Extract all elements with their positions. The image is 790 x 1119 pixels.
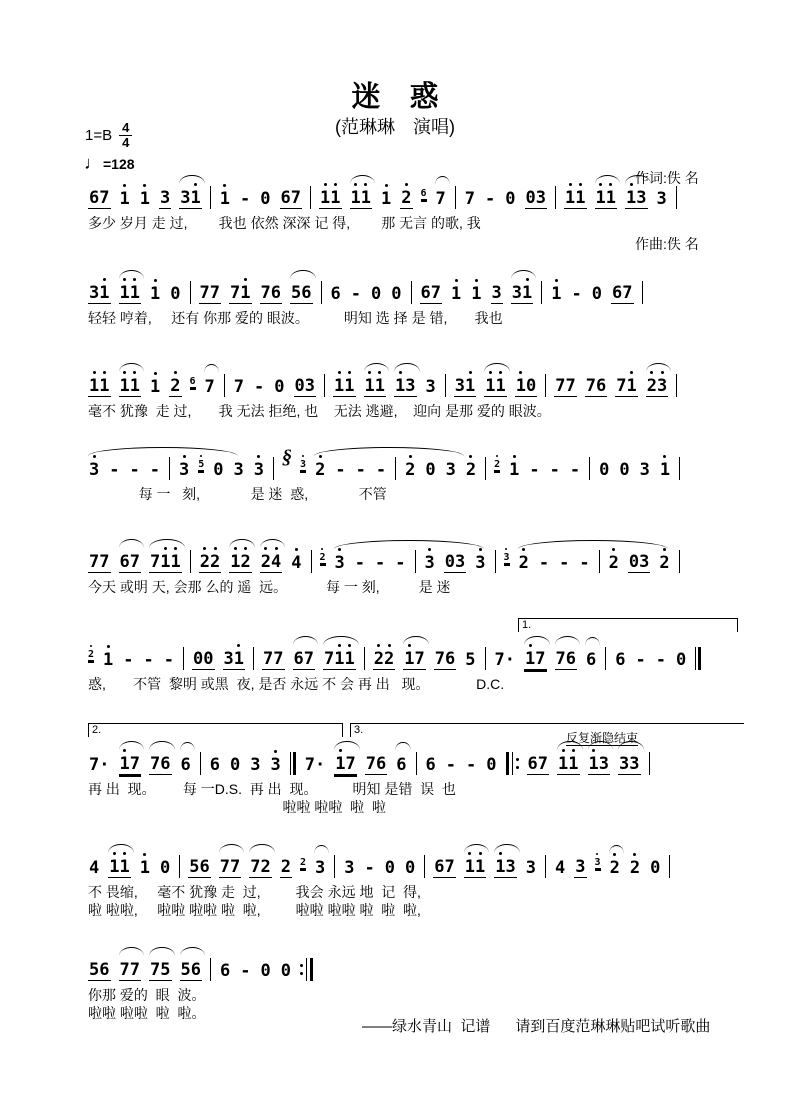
- note-group: 0: [160, 858, 171, 878]
- system-9: [88, 957, 743, 1022]
- segno-icon: §: [282, 446, 293, 468]
- note-group: 3: [250, 755, 261, 775]
- note-group: -: [163, 650, 175, 670]
- note-group: 1: [219, 189, 230, 209]
- lyrics-row: 再 出 现。 每 一D.S. 再 出 现。 明知 是错 误 也: [88, 781, 456, 797]
- note-group: 1 0: [515, 376, 537, 396]
- note-group: 6: [420, 188, 427, 199]
- note-group: 6 7: [612, 283, 633, 303]
- lyrics-row: 轻轻 哼着, 还有 你那 爱的 眼波。 明知 选 择 是 错, 我也: [88, 310, 503, 326]
- note-group: -: [579, 553, 590, 573]
- note-group: 7 6: [365, 754, 387, 774]
- note-group: 6: [615, 650, 626, 670]
- note-group: 7: [464, 189, 476, 209]
- barline: [321, 281, 322, 304]
- note-group: 6: [220, 961, 231, 981]
- note-group: 0 3: [444, 552, 466, 572]
- barline: [395, 457, 396, 480]
- volta-1-label: 1.: [522, 619, 532, 631]
- note-group: 1 7: [525, 649, 546, 669]
- note-group: 3: [179, 460, 190, 480]
- note-group: 6: [209, 755, 220, 775]
- note-group: 0: [213, 460, 224, 480]
- note-group: 1 1: [595, 188, 617, 208]
- note-group: 3: [300, 459, 307, 470]
- note-group: -: [364, 858, 375, 878]
- note-group: 3: [503, 552, 510, 563]
- note-group: 0: [405, 858, 416, 878]
- note-group: 2: [608, 553, 619, 573]
- note-group: 3: [334, 553, 345, 573]
- note-group: 7 5: [150, 960, 171, 980]
- note-group: 2: [300, 857, 307, 868]
- lyrics-row: 多少 岁月 走 过, 我也 依然 深深 记 得, 那 无言 的歌, 我: [88, 215, 481, 231]
- system-1: [88, 185, 743, 232]
- note-group: 7 7: [263, 649, 284, 669]
- note-group: 2: [659, 553, 670, 573]
- note-group: 7 6: [150, 754, 171, 774]
- note-group: 7 7: [89, 552, 110, 572]
- note-group: 1 1: [464, 857, 486, 877]
- note-group: 0: [170, 284, 181, 304]
- note-group: 4: [89, 858, 100, 878]
- note-group: 1: [103, 650, 114, 670]
- notes-row: [88, 280, 743, 304]
- note-group: 7 1 1: [324, 649, 355, 669]
- repeat-begin-sign: [506, 752, 519, 775]
- note-group: -: [635, 650, 646, 670]
- note-group: 0: [371, 284, 382, 304]
- barline: [415, 550, 416, 573]
- note-group: 1 7: [119, 754, 140, 774]
- note-group: 3: [315, 858, 326, 878]
- note-group: 1 1: [350, 188, 371, 208]
- note-group: 1: [381, 189, 392, 209]
- barline: [642, 281, 643, 304]
- note-group: 1 1: [119, 283, 140, 303]
- note-group: 5: [198, 459, 205, 470]
- note-group: -: [143, 650, 154, 670]
- note-group: -: [485, 189, 496, 209]
- note-group: -: [549, 460, 560, 480]
- note-group: 3: [253, 460, 265, 480]
- note-group: 3 1: [223, 649, 245, 669]
- lyrics-row: 不 畏缩, 毫不 犹豫 走 过, 我会 永远 地 记 得,: [88, 884, 421, 900]
- note-group: 1 1: [334, 376, 355, 396]
- note-group: 3: [344, 858, 355, 878]
- barline: [224, 374, 225, 397]
- lyrics-row-2: 啦啦 啦啦 啦 啦: [88, 799, 386, 815]
- note-group: 3: [425, 377, 436, 397]
- note-group: 1 7: [335, 754, 356, 774]
- note-group: 0 3: [294, 376, 316, 396]
- key-label: 1=B: [85, 127, 113, 145]
- note-group: 3 1: [454, 376, 476, 396]
- note-group: 3 1: [511, 283, 533, 303]
- system-5: [88, 549, 743, 596]
- note-group: 5 6: [89, 960, 110, 980]
- barline: [545, 374, 546, 397]
- lyrics-row-2: 啦啦 啦啦 啦 啦。: [88, 1005, 206, 1021]
- note-group: 3: [639, 460, 650, 480]
- note-group: -: [559, 553, 570, 573]
- note-group: 7: [435, 189, 446, 209]
- barline: [545, 855, 546, 878]
- note-group: 3: [491, 283, 502, 303]
- note-group: 7 2: [250, 857, 271, 877]
- barline: [190, 550, 191, 573]
- note-group: 0: [591, 284, 602, 304]
- note-group: 4: [291, 553, 302, 573]
- note-group: 3: [160, 188, 171, 208]
- note-group: 1: [551, 284, 562, 304]
- note-group: 4: [555, 858, 566, 878]
- system-6: [88, 619, 743, 693]
- note-group: -: [129, 460, 140, 480]
- note-group: 0: [260, 961, 271, 981]
- system-3: [88, 373, 743, 420]
- note-group: -: [149, 460, 160, 480]
- note-group: 6: [586, 650, 597, 670]
- note-group: 0: [260, 189, 271, 209]
- system-4: [88, 446, 743, 503]
- repeat-end-sign: [300, 958, 313, 981]
- note-group: 7 7: [119, 960, 140, 980]
- barline: [445, 374, 446, 397]
- note-group: 6 7: [434, 857, 455, 877]
- volta-2-label: 2.: [92, 724, 102, 736]
- meter-denominator: 4: [122, 135, 130, 151]
- note-group: 2 2: [373, 649, 395, 669]
- notes-row: [88, 854, 743, 878]
- note-group: 1: [471, 284, 482, 304]
- note-group: 2: [465, 460, 477, 480]
- notes-row: [88, 373, 743, 397]
- barline: [485, 647, 486, 670]
- note-group: 1 1: [320, 188, 341, 208]
- note-group: -: [354, 553, 366, 573]
- note-group: 1: [119, 189, 130, 209]
- note-group: 3 1: [89, 283, 110, 303]
- note-group: 7: [204, 377, 215, 397]
- notes-row: [88, 751, 743, 775]
- note-group: 3: [445, 460, 456, 480]
- note-group: 1: [150, 377, 161, 397]
- note-group: 7 7: [199, 283, 220, 303]
- note-group: 7 1: [616, 376, 637, 396]
- note-group: -: [466, 755, 477, 775]
- barline: [253, 647, 254, 670]
- final-barline: [695, 647, 701, 670]
- quarter-note-icon: ♩: [84, 153, 102, 173]
- barline: [555, 186, 556, 209]
- barline: [455, 186, 456, 209]
- note-group: 1 3: [395, 376, 416, 396]
- note-group: 2: [405, 460, 416, 480]
- transcriber-note: ——绿水青山 记谱 请到百度范琳琳贴吧试听歌曲: [362, 1018, 711, 1035]
- notes-row: [88, 957, 743, 981]
- volta-3-bracket: [350, 723, 744, 737]
- note-group: 6: [189, 376, 196, 387]
- note-group: 3: [89, 460, 100, 480]
- barline: [324, 374, 325, 397]
- system-8: [88, 854, 743, 919]
- note-group: 1 1: [558, 754, 579, 774]
- note-group: 1 2: [230, 552, 251, 572]
- barline: [210, 186, 211, 209]
- barline: [605, 647, 606, 670]
- barline: [485, 457, 486, 480]
- note-group: 6: [396, 755, 407, 775]
- note-group: 1: [139, 189, 150, 209]
- notes-row: [88, 446, 743, 480]
- note-group: 1 3: [626, 188, 647, 208]
- note-group: 2: [518, 553, 529, 573]
- note-group: -: [123, 650, 134, 670]
- note-group: 0: [230, 755, 241, 775]
- note-group: -: [395, 553, 406, 573]
- note-group: 7 6: [585, 376, 607, 396]
- note-group: 0: [425, 460, 436, 480]
- note-group: 0: [274, 377, 285, 397]
- note-group: 1 1: [89, 376, 110, 396]
- note-group: 2: [401, 188, 412, 208]
- system-2: [88, 280, 743, 327]
- notes-row: [88, 185, 743, 209]
- note-group: 3: [656, 189, 667, 209]
- note-group: -: [445, 755, 456, 775]
- note-group: 0: [619, 460, 630, 480]
- volta-3-label: 3.: [354, 724, 364, 736]
- volta-2-bracket: [88, 723, 343, 737]
- note-group: 3: [525, 858, 537, 878]
- note-group: 1 1: [119, 376, 140, 396]
- system-7: [88, 724, 743, 816]
- note-group: 2: [170, 376, 181, 396]
- song-title: 迷 惑: [351, 81, 439, 113]
- final-barline: [290, 752, 296, 775]
- note-group: 6: [425, 755, 436, 775]
- note-group: 7 ·: [494, 650, 516, 670]
- note-group: 6 7: [119, 552, 140, 572]
- note-group: 2: [319, 552, 326, 563]
- barline: [311, 550, 312, 573]
- note-group: 1: [509, 460, 520, 480]
- time-signature: [119, 121, 132, 151]
- notes-row: [88, 549, 743, 573]
- lyrics-row: 你那 爱的 眼 波。: [88, 987, 206, 1003]
- note-group: 2: [315, 460, 326, 480]
- note-group: 3 3: [619, 754, 640, 774]
- notes-row: [88, 646, 743, 670]
- barline: [364, 647, 365, 670]
- barline: [183, 647, 184, 670]
- note-group: 1 1: [364, 376, 386, 396]
- note-group: 0: [599, 460, 610, 480]
- note-group: -: [355, 460, 366, 480]
- lyrics-row: 毫不 犹豫 走 过, 我 无法 拒绝, 也 无法 逃避, 迎向 是那 爱的 眼波。: [88, 403, 551, 419]
- note-group: 0 3: [628, 552, 650, 572]
- tempo-value: =128: [103, 155, 135, 172]
- note-group: 6: [330, 284, 341, 304]
- note-group: 5 6: [180, 960, 201, 980]
- note-group: 2 3: [646, 376, 668, 396]
- note-group: -: [529, 460, 540, 480]
- note-group: 2: [88, 649, 95, 660]
- note-group: -: [350, 284, 361, 304]
- lyrics-row: 每 一 刻, 是 迷 惑, 不管: [88, 486, 387, 502]
- note-group: 7 1 1: [150, 552, 181, 572]
- note-group: 6 7: [420, 283, 441, 303]
- note-group: 1 3: [495, 857, 516, 877]
- note-group: 5: [465, 650, 476, 670]
- note-group: 1 7: [404, 649, 425, 669]
- note-group: 6 7: [89, 188, 110, 208]
- lyrics-row-2: 啦 啦啦, 啦啦 啦啦 啦 啦, 啦啦 啦啦 啦 啦 啦,: [88, 902, 421, 918]
- barline: [676, 374, 677, 397]
- lyricist-credit: 作词:佚 名: [635, 170, 699, 186]
- note-group: 2 4: [260, 552, 282, 572]
- barline: [495, 550, 496, 573]
- note-group: 3 1: [180, 188, 201, 208]
- meter-numerator: 4: [119, 121, 132, 136]
- barline: [589, 457, 590, 480]
- barline: [649, 752, 650, 775]
- lyrics-row: 今天 或明 天, 会那 么的 遥 远。 每 一 刻, 是 迷: [88, 579, 451, 595]
- note-group: 7 7: [555, 376, 576, 396]
- barline: [679, 457, 680, 480]
- note-group: 6 7: [280, 188, 301, 208]
- note-group: 1 1: [485, 376, 506, 396]
- note-group: 0 3: [525, 188, 547, 208]
- note-group: 7 1: [230, 283, 251, 303]
- note-group: 0: [486, 755, 497, 775]
- note-group: 1: [451, 284, 462, 304]
- barline: [210, 958, 211, 981]
- note-group: -: [655, 650, 667, 670]
- barline: [541, 281, 542, 304]
- note-group: 0: [384, 858, 396, 878]
- note-group: 3: [575, 857, 586, 877]
- barline: [411, 281, 412, 304]
- barline: [669, 855, 670, 878]
- note-group: 2: [609, 858, 620, 878]
- composer-credit: 作曲:佚 名: [635, 236, 699, 252]
- note-group: 0 0: [193, 649, 214, 669]
- note-group: -: [538, 553, 550, 573]
- note-group: 1: [139, 858, 150, 878]
- note-group: 2: [280, 857, 291, 877]
- note-group: 7 6: [434, 649, 456, 669]
- note-group: 7 ·: [89, 755, 110, 775]
- volta-1-bracket: [518, 618, 738, 632]
- note-group: 7: [233, 377, 245, 397]
- note-group: 2 2: [199, 552, 221, 572]
- note-group: -: [109, 460, 120, 480]
- barline: [190, 281, 191, 304]
- barline: [179, 855, 180, 878]
- note-group: 0: [505, 189, 516, 209]
- note-group: 1: [150, 284, 161, 304]
- note-group: 0: [391, 284, 402, 304]
- note-group: 6 7: [527, 754, 548, 774]
- note-group: 0: [650, 858, 661, 878]
- note-group: 1 1: [109, 857, 130, 877]
- note-group: -: [375, 553, 386, 573]
- fade-out-note: 反复渐隐结束: [566, 731, 639, 745]
- key-signature: [85, 121, 132, 151]
- note-group: 7 6: [260, 283, 281, 303]
- note-group: -: [240, 961, 251, 981]
- barline: [169, 457, 170, 480]
- note-group: 1 3: [588, 754, 609, 774]
- note-group: 3: [475, 553, 486, 573]
- note-group: -: [375, 460, 387, 480]
- note-group: 2: [629, 858, 641, 878]
- note-group: 1: [659, 460, 671, 480]
- note-group: -: [571, 284, 582, 304]
- note-group: -: [240, 189, 251, 209]
- barline: [676, 186, 677, 209]
- note-group: 3: [233, 460, 244, 480]
- note-group: 3: [424, 553, 435, 573]
- performer-line: (范琳琳 演唱): [335, 117, 455, 137]
- note-group: 5 6: [291, 283, 312, 303]
- barline: [200, 752, 201, 775]
- note-group: 0: [280, 961, 291, 981]
- note-group: 3: [594, 857, 601, 868]
- note-group: -: [254, 377, 265, 397]
- note-group: 7 ·: [304, 755, 326, 775]
- barline: [679, 550, 680, 573]
- barline: [273, 457, 274, 480]
- barline: [599, 550, 600, 573]
- note-group: 0: [676, 650, 687, 670]
- note-group: 7 6: [555, 649, 577, 669]
- lyrics-row: 惑, 不管 黎明 或黑 夜, 是否 永远 不 会 再 出 现。 D.C.: [88, 676, 505, 692]
- barline: [424, 855, 425, 878]
- note-group: 2: [494, 459, 501, 470]
- note-group: 6 7: [293, 649, 315, 669]
- note-group: 5 6: [189, 857, 210, 877]
- note-group: -: [569, 460, 581, 480]
- note-group: 6: [180, 755, 191, 775]
- tempo-marking: [84, 153, 135, 174]
- note-group: -: [335, 460, 346, 480]
- note-group: 7 7: [219, 857, 241, 877]
- note-group: 3: [270, 755, 281, 775]
- note-group: 1 1: [565, 188, 586, 208]
- barline: [310, 186, 311, 209]
- barline: [334, 855, 335, 878]
- barline: [416, 752, 417, 775]
